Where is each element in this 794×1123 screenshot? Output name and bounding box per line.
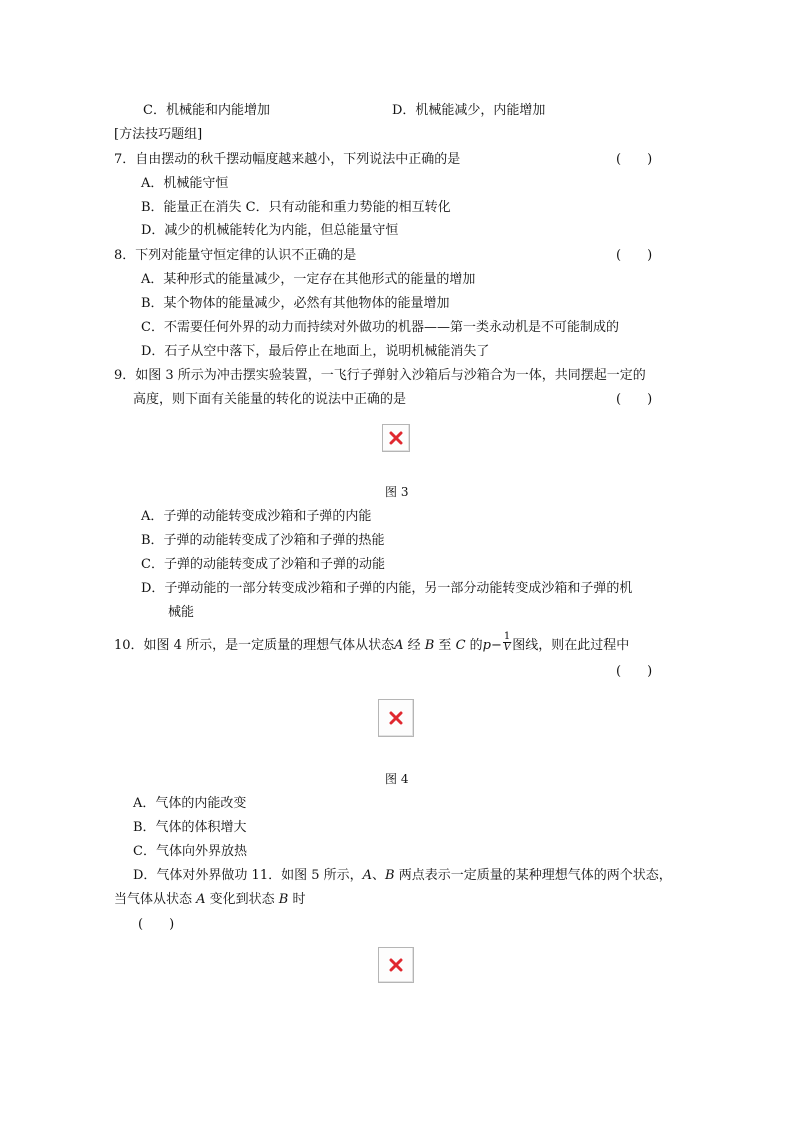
q10-via: 经	[403, 638, 425, 653]
q9-stem-line1: 9．如图 3 所示为冲击摆实验装置，一飞行子弹射入沙箱后与沙箱合为一体，共同摆起一定的	[114, 368, 646, 383]
figure-4-placeholder	[378, 699, 414, 737]
figure-5-placeholder	[378, 947, 414, 983]
q11-stem-text: 两点表示一定质量的某种理想气体的两个状态，	[394, 868, 672, 883]
q9-option-a: A．子弹的动能转变成沙箱和子弹的内能	[141, 509, 372, 524]
q8-option-a: A．某种形式的能量减少，一定存在其他形式的能量的增加	[141, 272, 476, 287]
q10-option-c: C．气体向外界放热	[133, 844, 247, 859]
figure-3-placeholder	[382, 424, 410, 452]
q7-answer-blank: ( )	[616, 152, 653, 167]
minus-sign: −	[490, 638, 502, 653]
q11-line2-state-a: A	[196, 892, 206, 907]
q9-answer-blank: ( )	[616, 392, 653, 407]
q7-option-a: A．机械能守恒	[141, 176, 229, 191]
q10-option-d-and-q11-stem	[133, 868, 672, 884]
q11-state-a: A	[362, 868, 373, 883]
q9-option-c: C．子弹的动能转变成了沙箱和子弹的动能	[141, 557, 385, 572]
q9-option-b: B．子弹的动能转变成了沙箱和子弹的热能	[141, 533, 385, 548]
q10-stem-text: 10．如图 4 所示，是一定质量的理想气体从状态	[114, 638, 395, 653]
q9-option-d-line2: 械能	[168, 605, 195, 620]
inverse-volume-fraction	[503, 632, 511, 653]
q7-option-d: D．减少的机械能转化为内能，但总能量守恒	[141, 223, 399, 238]
q10-to: 至	[434, 638, 456, 653]
q11-line2-text: 当气体从状态	[114, 892, 197, 907]
q10-stem	[114, 631, 630, 656]
q10-of: 的	[465, 638, 483, 653]
section-heading: [方法技巧题组]	[114, 127, 203, 142]
broken-image-icon	[389, 711, 403, 725]
state-a-label: A	[394, 638, 404, 653]
q10-option-b: B．气体的体积增大	[133, 820, 247, 835]
broken-image-icon	[389, 431, 403, 445]
q7-stem: 7．自由摆动的秋千摆动幅度越来越小，下列说法中正确的是	[114, 152, 461, 167]
q11-stem-line2	[114, 892, 306, 908]
q8-answer-blank: ( )	[616, 248, 653, 263]
q6-option-c: C．机械能和内能增加	[143, 103, 270, 118]
q11-separator: 、	[372, 868, 386, 883]
q6-option-d: D．机械能减少，内能增加	[392, 103, 546, 118]
q8-option-c: C．不需要任何外界的动力而持续对外做功的机器——第一类永动机是不可能制成的	[141, 320, 619, 335]
q11-state-b: B	[385, 868, 395, 883]
q9-stem-line2: 高度，则下面有关能量的转化的说法中正确的是	[133, 392, 407, 407]
pressure-symbol: p	[482, 638, 491, 653]
fraction-numerator: 1	[503, 631, 511, 642]
q10-stem-tail: 图线，则在此过程中	[512, 638, 630, 653]
q11-line2-tail: 时	[288, 892, 306, 907]
q10-answer-blank: ( )	[616, 664, 653, 679]
broken-image-icon	[389, 958, 403, 972]
q10-option-d-text: D．气体对外界做功 11．如图 5 所示，	[133, 868, 363, 883]
q10-option-a: A．气体的内能改变	[133, 796, 247, 811]
q8-option-d: D．石子从空中落下，最后停止在地面上，说明机械能消失了	[141, 344, 490, 359]
fraction-denominator: V	[503, 642, 511, 653]
q8-option-b: B．某个物体的能量减少，必然有其他物体的能量增加	[141, 296, 450, 311]
state-b-label: B	[424, 638, 435, 653]
q7-option-b-c: B．能量正在消失 C．只有动能和重力势能的相互转化	[141, 200, 451, 215]
figure-4-caption: 图 4	[385, 772, 409, 786]
state-c-label: C	[455, 638, 466, 653]
q11-answer-blank: ( )	[138, 917, 175, 932]
q11-line2-mid: 变化到状态	[205, 892, 279, 907]
q9-option-d-line1: D．子弹动能的一部分转变成沙箱和子弹的内能，另一部分动能转变成沙箱和子弹的机	[141, 581, 633, 596]
q8-stem: 8．下列对能量守恒定律的认识不正确的是	[114, 248, 357, 263]
figure-3-caption: 图 3	[385, 485, 409, 499]
q11-line2-state-b: B	[278, 892, 289, 907]
